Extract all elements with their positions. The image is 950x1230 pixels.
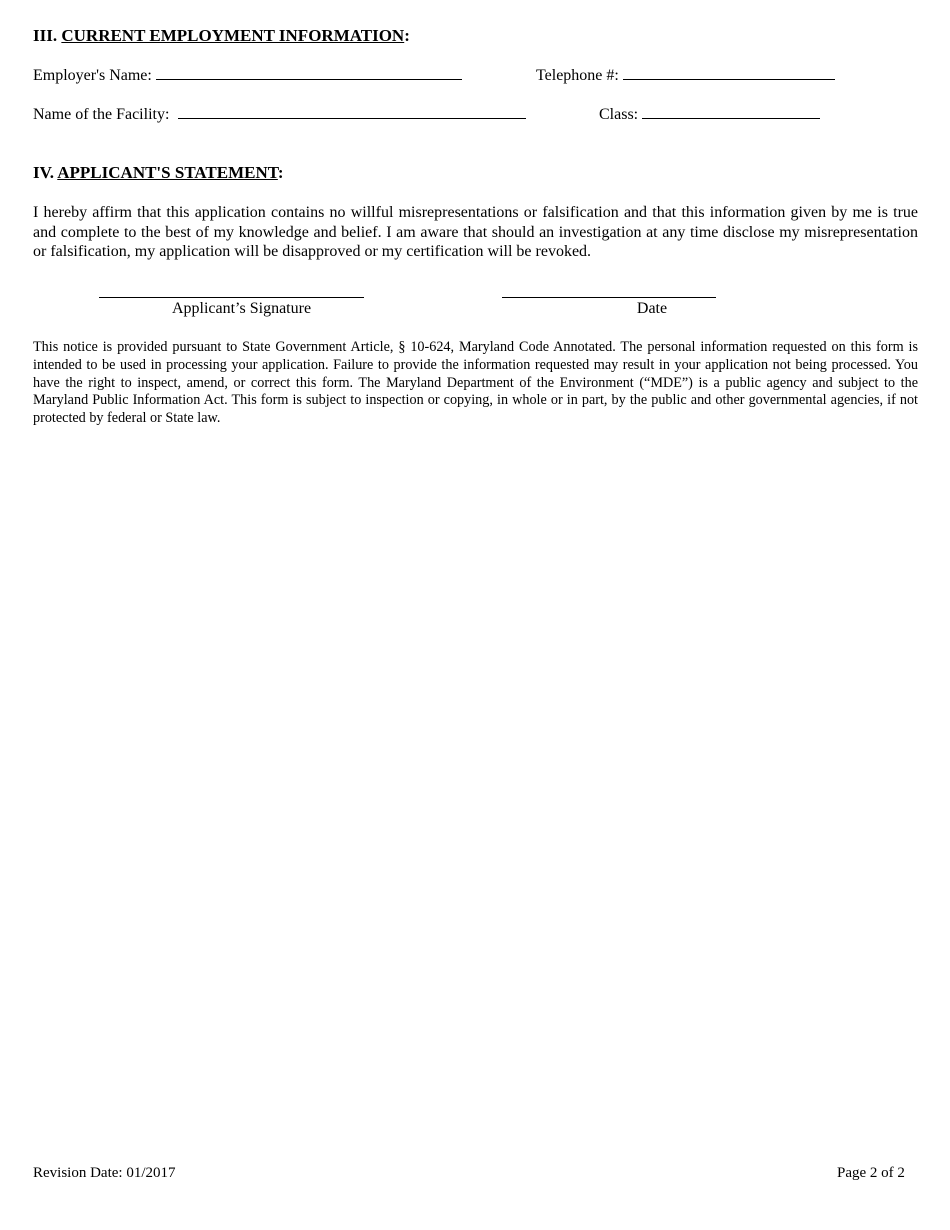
date-line[interactable] xyxy=(502,297,716,298)
class-row xyxy=(599,104,820,124)
employer-name-row xyxy=(33,65,462,85)
page-number: Page 2 of 2 xyxy=(837,1165,905,1181)
signature-label: Applicant’s Signature xyxy=(171,300,312,317)
section-4-colon: : xyxy=(277,163,284,182)
section-3-heading xyxy=(33,26,410,46)
section-3-roman: III. xyxy=(33,26,58,45)
signature-line[interactable] xyxy=(99,297,364,298)
section-3-colon: : xyxy=(404,26,410,45)
class-label: Class: xyxy=(599,106,639,123)
date-label: Date xyxy=(636,300,668,317)
privacy-notice: This notice is provided pursuant to State Government Article, § 10-624, Maryland Code Annotated. The personal information requested on this form is intended to be used in processing your application. Failure to provide the information requested may result in your application not being processed. You have the right to inspect, amend, or correct this form. The Maryland Department of the Environment (“MDE”) is a public agency and subject to the Maryland Public Information Act. This form is subject to inspection or copying, in whole or in part, by the public and other governmental agencies, if not protected by federal or State law. xyxy=(33,339,918,427)
telephone-field[interactable] xyxy=(623,65,835,80)
class-field[interactable] xyxy=(642,104,820,119)
section-4-title: APPLICANT'S STATEMENT xyxy=(57,163,278,182)
employer-name-field[interactable] xyxy=(156,65,462,80)
telephone-label: Telephone #: xyxy=(536,67,619,84)
section-3-title: CURRENT EMPLOYMENT INFORMATION xyxy=(61,26,405,45)
facility-name-label: Name of the Facility: xyxy=(33,106,170,123)
facility-name-field[interactable] xyxy=(178,104,526,119)
employer-name-label: Employer's Name: xyxy=(33,67,152,84)
section-4-heading xyxy=(33,163,284,183)
facility-name-row xyxy=(33,104,526,124)
applicant-statement: I hereby affirm that this application contains no willful misrepresentations or falsification and that this information given by me is true and complete to the best of my knowledge and belief. I am aware that should an investigation at any time disclose my misrepresentation or falsification, my application will be disapproved or my certification will be revoked. xyxy=(33,204,918,260)
section-4-roman: IV. xyxy=(33,163,54,182)
telephone-row xyxy=(536,65,835,85)
revision-date: Revision Date: 01/2017 xyxy=(33,1165,176,1181)
